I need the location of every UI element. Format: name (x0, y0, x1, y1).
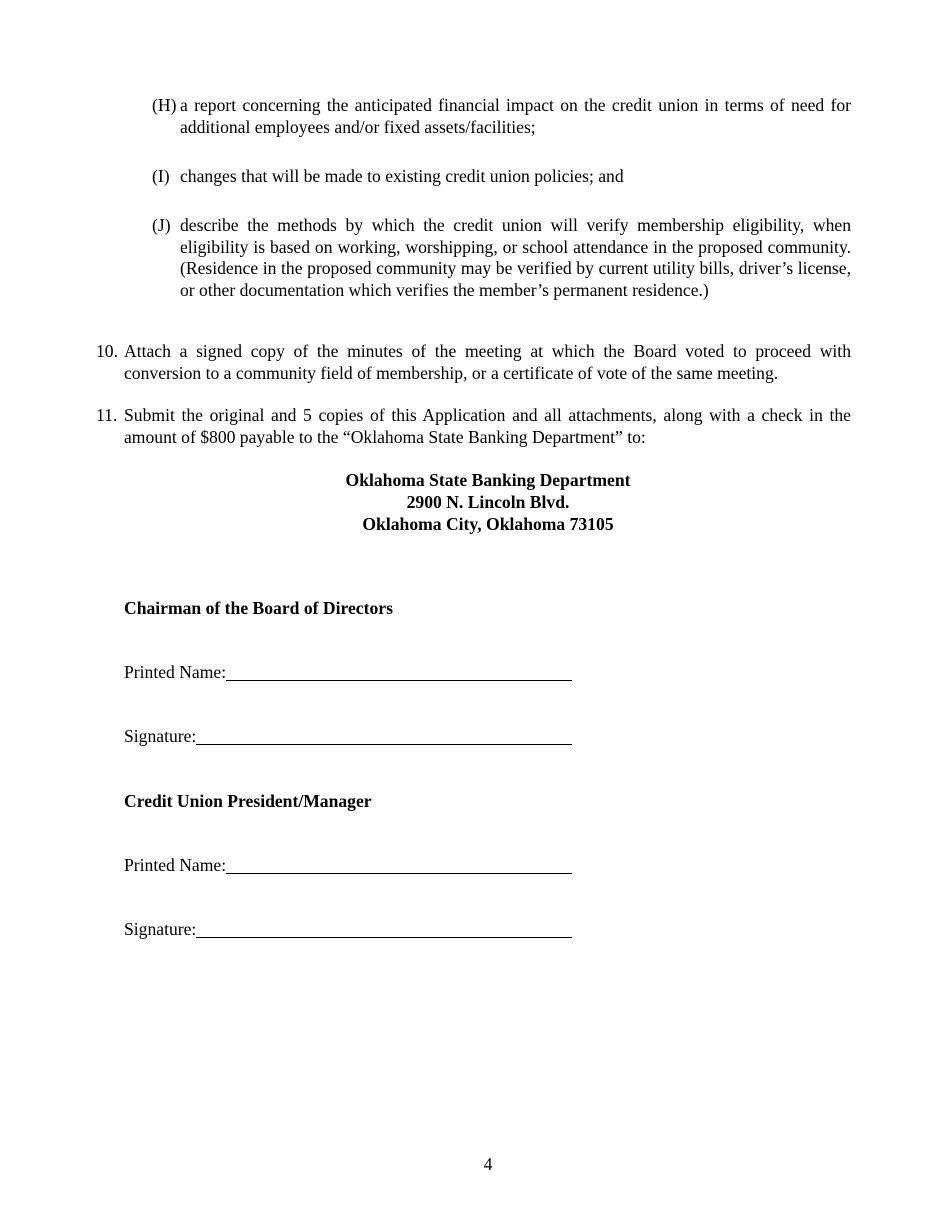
signature-line[interactable] (196, 728, 572, 745)
printed-name-label: Printed Name: (124, 662, 227, 682)
page-number: 4 (483, 1154, 493, 1174)
mailing-address (0, 469, 950, 535)
chairman-printed-name-field[interactable] (124, 662, 572, 684)
president-signature-field[interactable] (124, 919, 572, 941)
list-item-label: (I) (152, 166, 170, 186)
address-line-1: Oklahoma State Banking Department (345, 470, 631, 490)
list-item-text: changes that will be made to existing credit union policies; and (180, 166, 624, 186)
signature-label: Signature: (124, 919, 197, 939)
numbered-item-label: 11. (96, 405, 118, 425)
president-printed-name-field[interactable] (124, 855, 572, 877)
numbered-item-text: Attach a signed copy of the minutes of the meeting at which the Board voted to proceed with conversion to a community field of membership, or a certificate of vote of the same meeting. (124, 341, 851, 383)
address-line-3: Oklahoma City, Oklahoma 73105 (362, 514, 614, 534)
list-item-text: a report concerning the anticipated financial impact on the credit union in terms of need for additional employees and/or fixed assets/facilities; (180, 95, 851, 137)
president-heading: Credit Union President/Manager (124, 791, 372, 811)
list-item-label: (H) (152, 95, 177, 115)
signature-label: Signature: (124, 726, 197, 746)
list-item-label: (J) (152, 215, 171, 235)
printed-name-label: Printed Name: (124, 855, 227, 875)
address-line-2: 2900 N. Lincoln Blvd. (406, 492, 570, 512)
printed-name-line[interactable] (226, 664, 572, 681)
numbered-item-text: Submit the original and 5 copies of this Application and all attachments, along with a check in the amount of $800 payable to the “Oklahoma State Banking Department” to: (124, 405, 851, 447)
printed-name-line[interactable] (226, 857, 572, 874)
signature-line[interactable] (196, 921, 572, 938)
list-item-text: describe the methods by which the credit union will verify membership eligibility, when eligibility is based on working, worshipping, or school attendance in the proposed community. (Residence in the proposed community may be verified by current utility bills, driver’s license, or other documentation which verifies the member’s permanent residence.) (180, 215, 851, 300)
chairman-signature-field[interactable] (124, 726, 572, 748)
numbered-item-label: 10. (96, 341, 118, 361)
chairman-heading: Chairman of the Board of Directors (124, 598, 393, 618)
